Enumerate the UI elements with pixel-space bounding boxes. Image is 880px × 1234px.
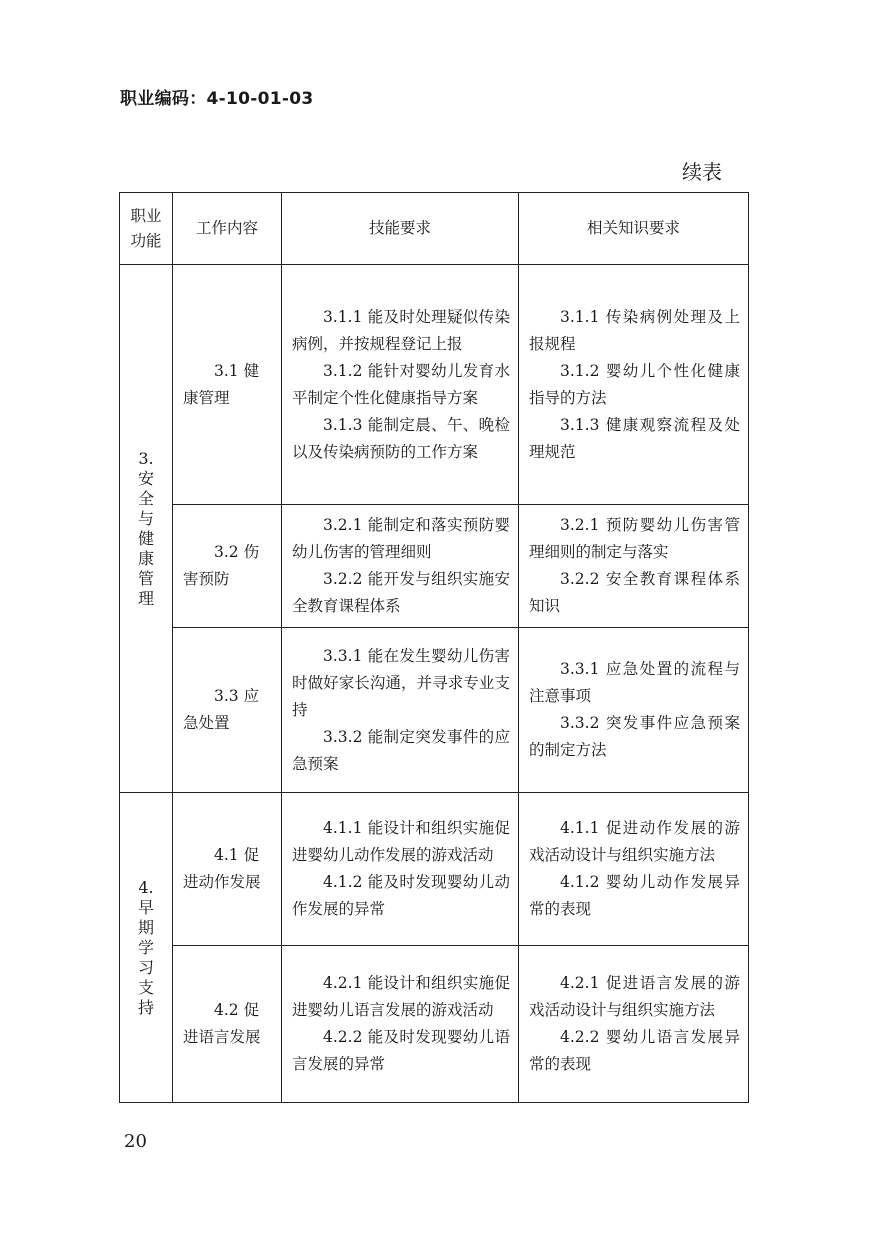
function-char: 3. (138, 448, 154, 468)
function-char: 持 (137, 997, 154, 1017)
function-char: 理 (137, 588, 154, 608)
header-function-line: 职业 (130, 206, 162, 225)
knowledge-item: 4.1.2 婴幼儿动作发展异常的表现 (529, 873, 740, 918)
content-cell (173, 505, 282, 628)
knowledge-item: 3.2.2 安全教育课程体系知识 (529, 570, 740, 615)
knowledge-item: 3.3.2 突发事件应急预案的制定方法 (529, 714, 740, 759)
table-row (120, 505, 749, 628)
function-char: 与 (137, 508, 154, 528)
content-text: 4.1 促进动作发展 (183, 846, 261, 891)
continued-label: 续表 (682, 160, 722, 184)
table-row (120, 793, 749, 946)
function-char: 学 (137, 937, 154, 957)
skills-cell (282, 628, 519, 793)
function-char: 全 (137, 488, 154, 508)
knowledge-cell (519, 265, 749, 505)
skills-cell (282, 793, 519, 946)
knowledge-item: 4.2.1 促进语言发展的游戏活动设计与组织实施方法 (529, 974, 740, 1019)
occupation-code: 职业编码：4-10-01-03 (120, 89, 314, 109)
knowledge-cell (519, 793, 749, 946)
content-text: 3.1 健康管理 (183, 361, 260, 407)
skill-item: 3.2.1 能制定和落实预防婴幼儿伤害的管理细则 (292, 516, 510, 561)
skill-item: 4.2.2 能及时发现婴幼儿语言发展的异常 (292, 1028, 510, 1073)
knowledge-item: 3.3.1 应急处置的流程与注意事项 (529, 660, 740, 705)
skill-item: 3.3.1 能在发生婴幼儿伤害时做好家长沟通，并寻求专业支持 (292, 646, 510, 719)
skill-item: 4.1.1 能设计和组织实施促进婴幼儿动作发展的游戏活动 (292, 819, 510, 864)
skills-cell (282, 946, 519, 1103)
content-text: 3.3 应急处置 (183, 687, 260, 732)
knowledge-cell (519, 628, 749, 793)
knowledge-cell (519, 505, 749, 628)
function-cell (120, 265, 173, 793)
header-content: 工作内容 (173, 193, 282, 265)
table-header-row (120, 193, 749, 265)
skill-item: 3.3.2 能制定突发事件的应急预案 (292, 727, 510, 773)
table-row (120, 265, 749, 505)
skills-cell (282, 265, 519, 505)
skills-table (119, 192, 749, 1103)
content-text: 3.2 伤害预防 (183, 543, 260, 588)
knowledge-item: 4.1.1 促进动作发展的游戏活动设计与组织实施方法 (529, 819, 740, 864)
table-row (120, 628, 749, 793)
function-char: 习 (137, 957, 154, 977)
skill-item: 3.1.2 能针对婴幼儿发育水平制定个性化健康指导方案 (292, 361, 510, 407)
function-char: 安 (137, 468, 154, 488)
function-char: 期 (137, 917, 154, 937)
header-knowledge: 相关知识要求 (519, 193, 749, 265)
knowledge-cell (519, 946, 749, 1103)
content-cell (173, 628, 282, 793)
content-text: 4.2 促进语言发展 (183, 1001, 261, 1046)
function-cell (120, 793, 173, 1103)
page-number: 20 (124, 1131, 147, 1152)
content-cell (173, 265, 282, 505)
header-function-line: 功能 (130, 231, 162, 250)
content-cell (173, 946, 282, 1103)
table-row (120, 946, 749, 1103)
function-char: 4. (138, 877, 154, 897)
function-char: 早 (137, 897, 154, 917)
function-char: 支 (137, 977, 154, 997)
skill-item: 4.1.2 能及时发现婴幼儿动作发展的异常 (292, 873, 510, 918)
knowledge-item: 3.2.1 预防婴幼儿伤害管理细则的制定与落实 (529, 516, 740, 561)
skill-item: 4.2.1 能设计和组织实施促进婴幼儿语言发展的游戏活动 (292, 974, 510, 1019)
skills-cell (282, 505, 519, 628)
function-char: 康 (137, 548, 154, 568)
knowledge-item: 3.1.2 婴幼儿个性化健康指导的方法 (529, 361, 740, 407)
skill-item: 3.1.3 能制定晨、午、晚检以及传染病预防的工作方案 (292, 415, 510, 461)
knowledge-item: 3.1.3 健康观察流程及处理规范 (529, 415, 740, 461)
skill-item: 3.1.1 能及时处理疑似传染病例，并按规程登记上报 (292, 307, 510, 353)
knowledge-item: 4.2.2 婴幼儿语言发展异常的表现 (529, 1028, 740, 1073)
function-char: 管 (137, 568, 154, 588)
knowledge-item: 3.1.1 传染病例处理及上报规程 (529, 307, 740, 353)
skill-item: 3.2.2 能开发与组织实施安全教育课程体系 (292, 570, 510, 615)
header-skills: 技能要求 (282, 193, 519, 265)
content-cell (173, 793, 282, 946)
function-char: 健 (137, 528, 154, 548)
header-function (120, 193, 173, 265)
